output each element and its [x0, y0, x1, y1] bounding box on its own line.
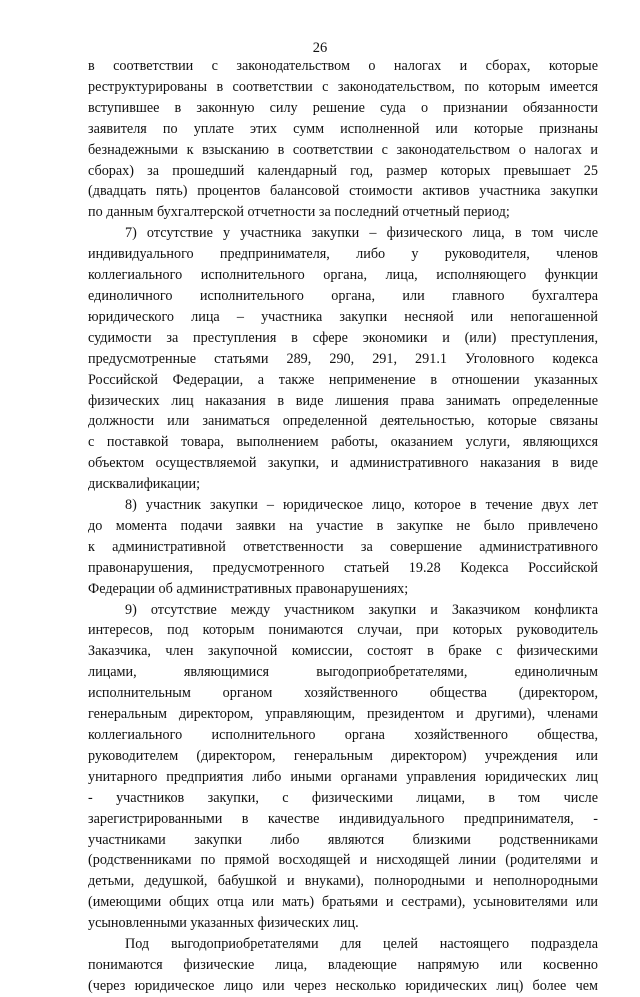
- text-line: генеральным директором, управляющим, президентом и другими), членами: [88, 706, 598, 723]
- text-line: с поставкой товара, выполнением работы, оказанием услуги, являющихся: [88, 434, 598, 451]
- text-line: детьми, дедушкой, бабушкой и внуками), полнородными и неполнородными: [88, 873, 598, 890]
- text-line: заявителя по уплате этих сумм исполненной или которые признаны: [88, 120, 598, 137]
- text-line: юридического лица – участника закупки несняoй или непогашенной: [88, 308, 598, 325]
- text-line: физических лиц наказания в виде лишения права занимать определенные: [88, 392, 598, 409]
- text-line: участниками закупки либо являются близкими родственниками: [88, 831, 598, 848]
- text-line: исполнительным органом хозяйственного общества (директором,: [88, 685, 598, 702]
- document-body: [88, 56, 598, 997]
- text-line: правонарушения, предусмотренного статьей 19.28 Кодекса Российской: [88, 559, 598, 576]
- text-line: 9) отсутствие между участником закупки и Заказчиком конфликта: [125, 601, 598, 618]
- paragraph-item-7: [88, 223, 598, 495]
- text-line: единоличного исполнительного органа, или главного бухгалтера: [88, 287, 598, 304]
- text-line: вступившее в законную силу решение суда о признании обязанности: [88, 99, 598, 116]
- text-line: сборах) за прошедший календарный год, размер которых превышает 25: [88, 162, 598, 179]
- text-line: 7) отсутствие у участника закупки – физического лица, в том числе: [125, 225, 598, 242]
- text-line: до момента подачи заявки на участие в закупке не было привлечено: [88, 517, 598, 534]
- text-line: должности или заниматься определенной деятельностью, которые связаны: [88, 413, 598, 430]
- text-line: Федерации об административных правонарушениях;: [88, 580, 409, 597]
- text-line: коллегиального исполнительного органа хозяйственного общества,: [88, 727, 598, 743]
- text-line: - участников закупки, с физическими лицами, в том числе: [88, 789, 598, 806]
- text-line: коллегиального исполнительного органа, лица, исполняющего функции: [88, 267, 598, 284]
- text-line: судимости за преступления в сфере экономики и (или) преступления,: [88, 329, 598, 346]
- text-line: Российской Федерации, а также неприменение в отношении указанных: [88, 371, 598, 388]
- paragraph-item-8: [88, 495, 598, 600]
- text-line: дисквалификации;: [88, 476, 201, 493]
- text-line: объектом осуществляемой закупки, и административного наказания в виде: [88, 455, 598, 472]
- paragraph-beneficiaries: [88, 934, 598, 997]
- text-line: Заказчика, член закупочной комиссии, состоят в браке с физическими: [88, 643, 598, 660]
- text-line: руководителем (директором, генеральным директором) учреждения или: [88, 747, 598, 764]
- text-line: по данным бухгалтерской отчетности за последний отчетный период;: [88, 204, 510, 221]
- text-line: (через юридическое лицо или через несколько юридических лиц) более чем: [88, 977, 598, 994]
- text-line: понимаются физические лица, владеющие напрямую или косвенно: [88, 956, 598, 973]
- text-line: индивидуального предпринимателя, либо у руководителя, членов: [88, 246, 598, 263]
- text-line: усыновленными указанных физических лиц.: [88, 915, 359, 932]
- text-line: (имеющими общих отца или мать) братьями и сестрами), усыновителями или: [88, 894, 598, 911]
- text-line: зарегистрированными в качестве индивидуального предпринимателя, -: [88, 810, 598, 827]
- text-line: к административной ответственности за совершение административного: [88, 538, 598, 555]
- text-line: безнадежными к взысканию в соответствии с законодательством о налогах и: [88, 141, 598, 158]
- text-line: в соответствии с законодательством о налогах и сборах, которые: [88, 58, 598, 74]
- page-number: 26: [312, 40, 328, 56]
- text-line: (двадцать пять) процентов балансовой стоимости активов участника закупки: [88, 183, 598, 200]
- text-line: 8) участник закупки – юридическое лицо, которое в течение двух лет: [125, 497, 598, 514]
- text-line: Под выгодоприобретателями для целей настоящего подраздела: [125, 936, 598, 953]
- paragraph-item-9: [88, 600, 598, 935]
- text-line: интересов, под которым понимаются случаи, при которых руководитель: [88, 622, 598, 639]
- text-line: (родственниками по прямой восходящей и нисходящей линии (родителями и: [88, 852, 598, 869]
- text-line: предусмотренные статьями 289, 290, 291, 291.1 Уголовного кодекса: [88, 350, 598, 367]
- text-line: лицами, являющимися выгодоприобретателями, единоличным: [88, 664, 598, 681]
- text-line: унитарного предприятия либо иными органами управления юридических лиц: [88, 768, 598, 785]
- text-line: реструктурированы в соответствии с законодательством, по которым имеется: [88, 78, 598, 95]
- paragraph-continuation: [88, 56, 598, 223]
